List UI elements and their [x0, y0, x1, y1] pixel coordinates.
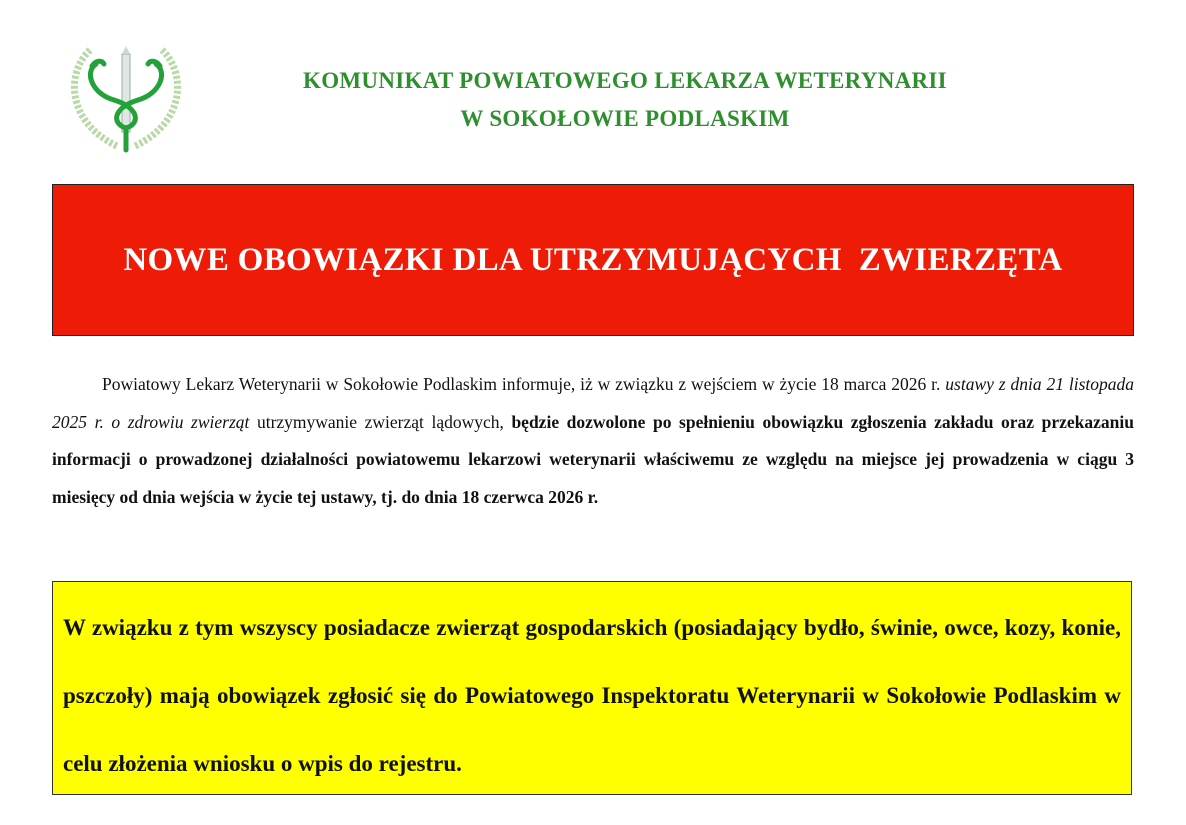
document-header: [200, 62, 1050, 138]
announcement-paragraph: [52, 366, 1134, 516]
title-banner: [52, 184, 1134, 336]
header-line-1: KOMUNIKAT POWIATOWEGO LEKARZA WETERYNARII: [303, 68, 947, 93]
notice-box: [52, 581, 1132, 795]
paragraph-law-reference: ustawy z dnia 21 listopada 2025 r. o zdrowiu zwierząt: [52, 374, 1134, 432]
paragraph-intro: Powiatowy Lekarz Weterynarii w Sokołowie Podlaskim informuje, iż w związku z wejściem w życie 18 marca 2026 r.: [102, 374, 946, 394]
paragraph-middle: utrzymywanie zwierząt lądowych,: [249, 411, 512, 432]
notice-text: W związku z tym wszyscy posiadacze zwierząt gospodarskich (posiadający bydło, świnie, owce, kozy, konie, pszczoły) mają obowiązek zgłosić się do Powiatowego Inspektoratu Weterynarii w Sokołowie Podlaskim w celu złożenia wniosku o wpis do rejestru.: [63, 615, 1121, 776]
veterinary-inspection-logo: [62, 42, 190, 157]
header-line-2: W SOKOŁOWIE PODLASKIM: [460, 106, 790, 131]
caduceus-wreath-icon: [62, 42, 190, 157]
paragraph-obligation: będzie dozwolone po spełnieniu obowiązku zgłoszenia zakładu oraz przekazaniu informacji o prowadzonej działalności powiatowemu lekarzowi weterynarii właściwemu ze względu na miejsce jej prowadzenia w ciągu 3 miesięcy od dnia wejścia w życie tej ustawy, tj. do dnia 18 czerwca 2026 r.: [52, 411, 1134, 507]
banner-title: NOWE OBOWIĄZKI DLA UTRZYMUJĄCYCH ZWIERZĘTA: [123, 241, 1063, 278]
